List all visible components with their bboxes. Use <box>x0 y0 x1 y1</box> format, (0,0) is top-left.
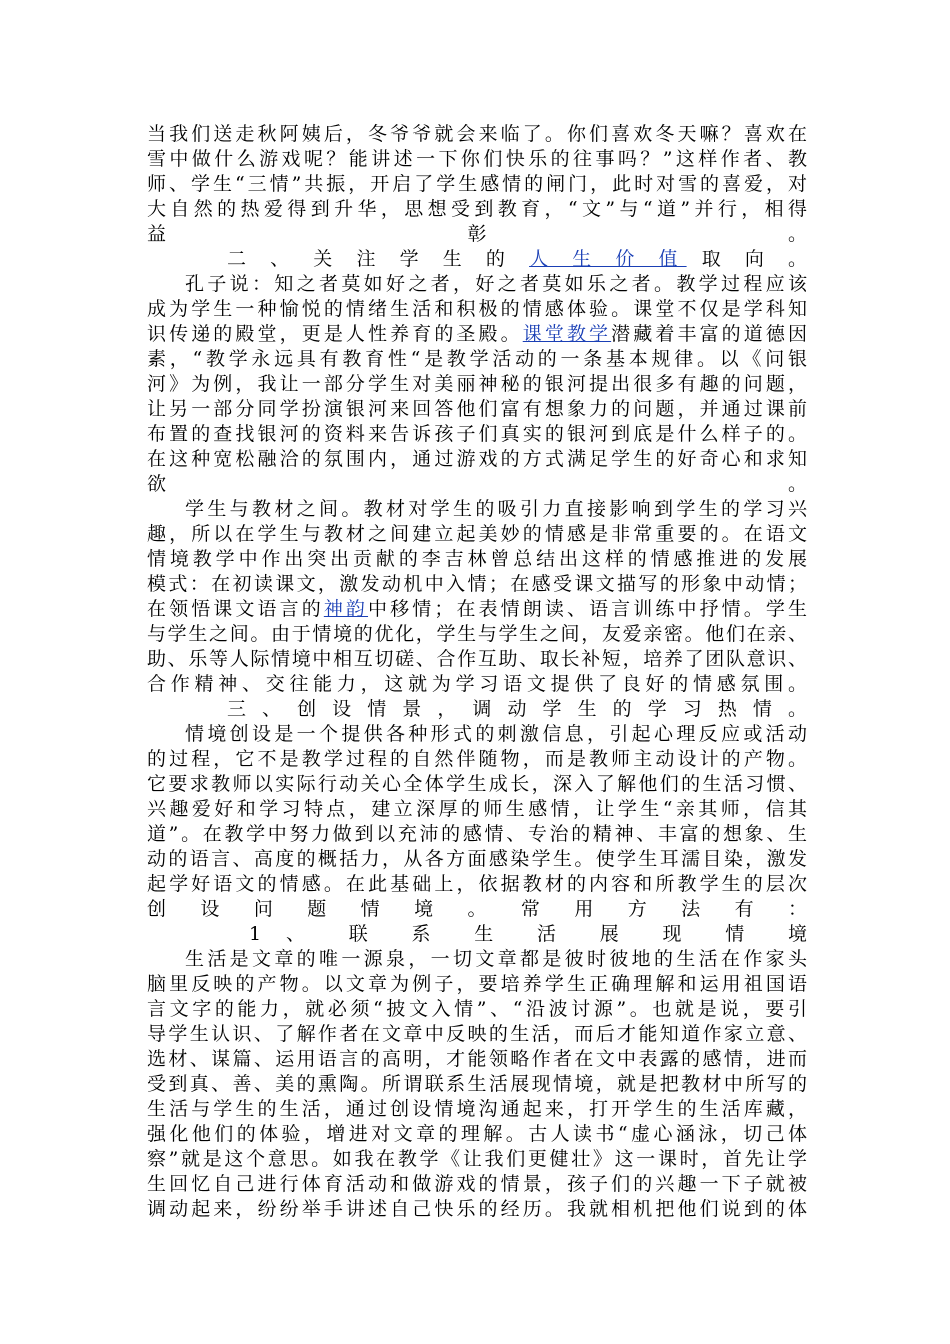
text-line: 创 设 问 题 情 境 。 常 用 方 法 有 ： <box>147 898 807 920</box>
text-line: 益 彰 。 <box>147 223 807 245</box>
text-line: 道”。在教学中努力做到以充沛的感情、专治的精神、丰富的想象、生 <box>147 823 807 845</box>
text-line: 与学生之间。由于情境的优化，学生与学生之间，友爱亲密。他们在亲、 <box>147 623 807 645</box>
text-line: 当我们送走秋阿姨后，冬爷爷就会来临了。你们喜欢冬天嘛？喜欢在 <box>147 123 807 145</box>
text-line <box>147 1222 807 1247</box>
heading-text: 二 、 关 注 学 生 的 <box>227 248 514 270</box>
text-line: 察”就是这个意思。如我在教学《让我们更健壮》这一课时，首先让学 <box>147 1148 807 1170</box>
text-line: 选材、谋篇、运用语言的高明，才能领略作者在文中表露的感情，进而 <box>147 1048 807 1070</box>
text-line: 在这种宽松融洽的氛围内，通过游戏的方式满足学生的好奇心和求知 <box>147 448 807 470</box>
text-run: 在领悟课文语言的 <box>147 598 324 620</box>
text-line: 情境创设是一个提供各种形式的刺激信息，引起心理反应或活动 <box>185 723 807 745</box>
text-line: 素，“教学永远具有教育性“是教学活动的一条基本规律。以《问银 <box>147 348 807 370</box>
heading-text: 取 向 。 <box>701 248 807 270</box>
text-line: 情境教学中作出突出贡献的李吉林曾总结出这样的情感推进的发展 <box>147 548 807 570</box>
text-line: 生回忆自己进行体育活动和做游戏的情景，孩子们的兴趣一下子就被 <box>147 1173 807 1195</box>
section-heading-2 <box>147 247 807 272</box>
text-line: 生活是文章的唯一源泉，一切文章都是彼时彼地的生活在作家头 <box>185 948 807 970</box>
text-line: 的过程，它不是教学过程的自然伴随物，而是教师主动设计的产物。 <box>147 748 807 770</box>
text-line: 师、学生“三情”共振，开启了学生感情的闸门，此时对雪的喜爱，对 <box>147 173 807 195</box>
text-line: 它要求教师以实际行动关心全体学生成长，深入了解他们的生活习惯、 <box>147 773 807 795</box>
text-run: 识传递的殿堂，更是人性养育的圣殿。 <box>147 323 523 345</box>
text-line: 雪中做什么游戏呢？能讲述一下你们快乐的往事吗？”这样作者、教 <box>147 148 807 170</box>
text-line: 成为学生一种愉悦的情绪生活和积极的情感体验。课堂不仅是学科知 <box>147 298 807 320</box>
text-line: 河》为例，我让一部分学生对美丽神秘的银河提出很多有趣的问题， <box>147 373 807 395</box>
text-line: 大自然的热爱得到升华，思想受到教育，“文”与“道”并行，相得 <box>147 198 807 220</box>
link-life-value[interactable]: 人 生 价 值 <box>529 248 687 270</box>
text-line: 兴趣爱好和学习特点，建立深厚的师生感情，让学生“亲其师，信其 <box>147 798 807 820</box>
text-line: 脑里反映的产物。以文章为例子，要培养学生正确理解和运用祖国语 <box>147 973 807 995</box>
text-line: 强化他们的体验，增进对文章的理解。古人读书“虚心涵泳，切己体 <box>147 1123 807 1145</box>
text-line: 言文字的能力，就必须“披文入情”、“沿波讨源”。也就是说，要引 <box>147 998 807 1020</box>
text-run: 中移情；在表情朗读、语言训练中抒情。学生 <box>368 598 807 620</box>
text-run: 潜藏着丰富的道德因 <box>611 323 807 345</box>
text-line: 欲 。 <box>147 473 807 495</box>
text-line: 让另一部分同学扮演银河来回答他们富有想象力的问题，并通过课前 <box>147 398 807 420</box>
text-line: 动的语言、高度的概括力，从各方面感染学生。使学生耳濡目染，激发 <box>147 848 807 870</box>
text-line <box>147 322 807 347</box>
text-line: 助、乐等人际情境中相互切磋、合作互助、取长补短，培养了团队意识、 <box>147 648 807 670</box>
text-line: 生活与学生的生活，通过创设情境沟通起来，打开学生的生活库藏， <box>147 1098 807 1120</box>
text-line: 起学好语文的情感。在此基础上，依据教材的内容和所教学生的层次 <box>147 873 807 895</box>
text-line: 导学生认识、了解作者在文章中反映的生活，而后才能知道作家立意、 <box>147 1023 807 1045</box>
text-line: 布置的查找银河的资料来告诉孩子们真实的银河到底是什么样子的。 <box>147 423 807 445</box>
text-line: 受到真、善、美的熏陶。所谓联系生活展现情境，就是把教材中所写的 <box>147 1073 807 1095</box>
text-line: 学生与教材之间。教材对学生的吸引力直接影响到学生的学习兴 <box>185 498 807 520</box>
subsection-heading: 1 、 联 系 生 活 展 现 情 境 <box>249 923 807 945</box>
document-page <box>147 122 807 1247</box>
text-line: 趣，所以在学生与教材之间建立起美妙的情感是非常重要的。在语文 <box>147 523 807 545</box>
text-line: 模式：在初读课文，激发动机中入情；在感受课文描写的形象中动情； <box>147 573 807 595</box>
text-line <box>147 597 807 622</box>
section-heading-3: 三 、 创 设 情 景 ， 调 动 学 生 的 学 习 热 情 。 <box>227 698 807 720</box>
link-shenyun[interactable]: 神韵 <box>323 598 369 620</box>
text-line: 调动起来，纷纷举手讲述自己快乐的经历。我就相机把他们说到的体 <box>147 1198 807 1220</box>
link-classroom-teaching[interactable]: 课堂教学 <box>522 323 612 345</box>
text-line: 合作精神、交往能力，这就为学习语文提供了良好的情感氛围。 <box>147 673 807 695</box>
text-line: 孔子说：知之者莫如好之者，好之者莫如乐之者。教学过程应该 <box>185 273 807 295</box>
